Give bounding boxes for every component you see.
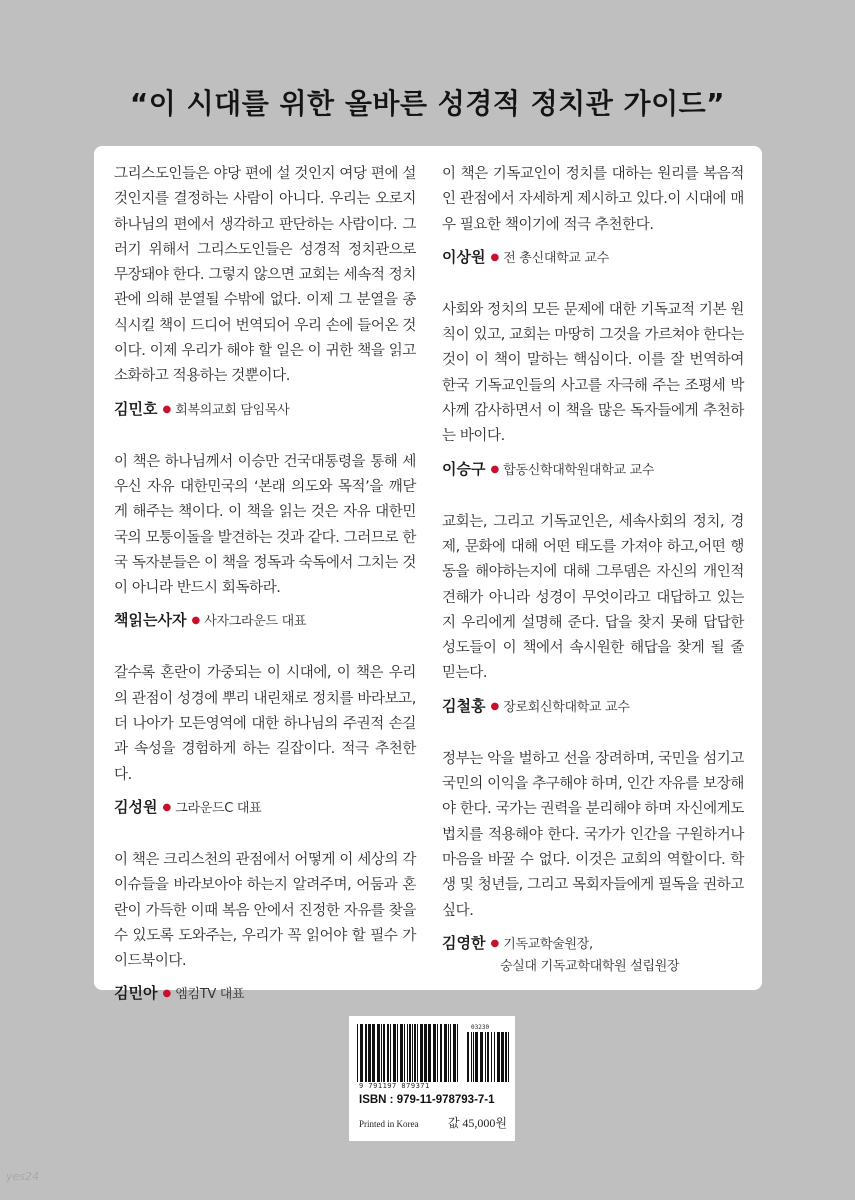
barcode-bar — [412, 1024, 413, 1082]
reviewer-signature — [114, 982, 416, 1006]
barcode-bar — [471, 1032, 472, 1082]
reviewer-role: 장로회신학대학교 교수 — [503, 699, 630, 715]
reviewer-signature — [114, 796, 416, 820]
barcode-bar — [357, 1024, 358, 1082]
reviewer-name: 이상원 — [442, 247, 486, 266]
barcode-bar — [475, 1032, 478, 1082]
reviewer-name: 이승구 — [442, 459, 486, 478]
barcode-bar — [407, 1024, 408, 1082]
reviewer-role: 회복의교회 담임목사 — [175, 402, 290, 418]
barcode-bar — [372, 1024, 375, 1082]
review-text: 그리스도인들은 야당 편에 설 것인지 여당 편에 설 것인지를 결정하는 사람이 아니다. 우리는 오로지 하나님의 편에서 생각하고 판단하는 사람이다. 그러기 위해서 그리스도인들은 성경적 정치관으로 무장돼야 한다. 그렇지 않으면 교회는 세속적 정치관에 의해 분열될 수밖에 없다. 이제 그 분열을 종식시킬 책이 드디어 번역되어 우리 손에 들어온 것이다. 이제 우리가 해야 할 일은 이 귀한 책을 읽고 소화하고 적용하는 것뿐이다. — [114, 166, 416, 385]
reviewer-name: 김민아 — [114, 984, 158, 1003]
barcode — [357, 1024, 507, 1088]
printed-in: Printed in Korea — [359, 1119, 419, 1129]
barcode-bar — [381, 1024, 382, 1082]
review-text: 이 책은 기독교인이 정치를 대하는 원리를 복음적인 관점에서 자세하게 제시하고 있다.이 시대에 매우 필요한 책이기에 적극 추천한다. — [442, 166, 744, 233]
endorsement-card — [94, 146, 762, 1003]
barcode-bar — [505, 1032, 507, 1082]
barcode-bar — [433, 1024, 436, 1082]
reviewer-role: 그라운드C 대표 — [175, 800, 262, 816]
review-kim-younghan — [442, 747, 744, 978]
reviewer-name: 김철홍 — [442, 696, 486, 715]
review-kim-minho — [114, 162, 416, 422]
bullet-dot-icon: ● — [490, 251, 500, 263]
barcode-bar — [390, 1024, 391, 1082]
price: 값 45,000원 — [447, 1116, 507, 1130]
barcode-bar — [440, 1024, 442, 1082]
reviewer-signature — [114, 609, 416, 633]
reviewer-role: 사자그라운드 대표 — [204, 614, 307, 630]
review-kim-seongwon — [114, 661, 416, 819]
bullet-dot-icon: ● — [162, 988, 172, 1000]
review-text: 사회와 정치의 모든 문제에 대한 기독교적 기본 원칙이 있고, 교회는 마땅히 그것을 가르쳐야 한다는 것이 이 책이 말하는 핵심이다. 이를 잘 번역하여 한국 기독교인들의 사고를 자극해 주는 조평세 박사께 감사하면서 이 책을 많은 독자들에게 추천하는 바이다. — [442, 301, 744, 445]
review-lee-sangwon — [442, 162, 744, 270]
bullet-dot-icon: ● — [191, 615, 201, 627]
reviewer-signature — [442, 695, 744, 719]
barcode-bar — [417, 1024, 418, 1082]
reviewer-role: 합동신학대학원대학교 교수 — [503, 462, 655, 478]
barcode-digits: 9 791197 879371 — [359, 1082, 430, 1090]
barcode-bar — [457, 1024, 458, 1082]
review-text: 이 책은 크리스천의 관점에서 어떻게 이 세상의 각 이슈들을 바라보아야 하는지 알려주며, 어둠과 혼란이 가득한 이때 복음 안에서 진정한 자유를 찾을 수 있도록 도와주는, 우리가 꼭 읽어야 할 필수 가이드북이다. — [114, 851, 416, 970]
review-text: 교회는, 그리고 기독교인은, 세속사회의 정치, 경제, 문화에 대해 어떤 태도를 가져야 하고,어떤 행동을 해야하는지에 대해 그루뎀은 자신의 개인적 견해가 아니라 성경이 무엇이라고 대답하고 있는지 우리에게 설명해 준다. 답을 찾지 못해 답답한 성도들이 이 책에서 속시원한 해답을 찾게 될 줄 믿는다. — [442, 513, 744, 682]
barcode-bar — [467, 1032, 469, 1082]
barcode-bar — [485, 1032, 486, 1082]
barcode-bar — [444, 1024, 447, 1082]
barcode-bar — [487, 1032, 489, 1082]
barcode-bar — [448, 1024, 449, 1082]
barcode-bar — [400, 1024, 403, 1082]
barcode-bar — [450, 1024, 451, 1082]
bullet-dot-icon: ● — [490, 463, 500, 475]
barcode-bar — [437, 1024, 438, 1082]
barcode-bar — [368, 1024, 371, 1082]
barcode-bar — [360, 1024, 363, 1082]
barcode-bar — [420, 1024, 423, 1082]
reviewer-signature — [442, 932, 744, 978]
barcode-addon-bars — [467, 1032, 509, 1082]
reviewer-signature — [442, 458, 744, 482]
barcode-bar — [409, 1024, 411, 1082]
barcode-addon-number: 03230 — [471, 1024, 490, 1031]
watermark-logo: yes24 — [6, 1170, 40, 1183]
barcode-bar — [497, 1032, 500, 1082]
reviewer-name: 김성원 — [114, 797, 158, 816]
barcode-bar — [424, 1024, 427, 1082]
barcode-bar — [404, 1024, 405, 1082]
reviewer-role: 엠킴TV 대표 — [175, 987, 245, 1003]
barcode-bar — [365, 1024, 367, 1082]
barcode-box — [349, 1016, 515, 1141]
barcode-bar — [473, 1032, 474, 1082]
review-kim-mina — [114, 848, 416, 1006]
barcode-bar — [508, 1032, 509, 1082]
barcode-bar — [383, 1024, 385, 1082]
bullet-dot-icon: ● — [162, 801, 172, 813]
bullet-dot-icon: ● — [162, 403, 172, 415]
review-reading-lion — [114, 450, 416, 634]
review-text: 갈수록 혼란이 가중되는 이 시대에, 이 책은 우리의 관점이 성경에 뿌리 내린채로 정치를 바라보고, 더 나아가 모든영역에 대한 하나님의 주권적 손길과 속성을 경험하게 하는 길잡이다. 적극 추천한다. — [114, 665, 416, 783]
barcode-bar — [491, 1032, 492, 1082]
right-column — [442, 162, 744, 990]
barcode-bar — [480, 1032, 483, 1082]
reviewer-name: 김영한 — [442, 933, 486, 952]
barcode-bar — [377, 1024, 380, 1082]
barcode-bar — [387, 1024, 389, 1082]
barcode-bar — [414, 1024, 416, 1082]
reviewer-role: 기독교학술원장, — [503, 936, 593, 952]
review-text: 정부는 악을 벌하고 선을 장려하며, 국민을 섬기고 국민의 이익을 추구해야 하며, 인간 자유를 보장해야 한다. 국가는 권력을 분리해야 하며 자신에게도 법치를 적용해야 한다. 국가가 인간을 구원하거나 마음을 바꿀 수 없다. 이것은 교회의 역할이다. 학생 및 청년들, 그리고 목회자들에게 필독을 권하고 싶다. — [442, 750, 744, 919]
review-text: 이 책은 하나님께서 이승만 건국대통령을 통해 세우신 자유 대한민국의 ‘본래 의도와 목적’을 깨닫게 해주는 책이다. 이 책을 읽는 것은 자유 대한민국의 모퉁이돌을 발견하는 것과 같다. 그러므로 한국 독자분들은 이 책을 정독과 숙독에서 그치는 것이 아니라 반드시 회독하라. — [114, 453, 416, 597]
reviewer-role-secondary: 숭실대 기독교학대학원 설립원장 — [500, 958, 680, 974]
bullet-dot-icon: ● — [490, 700, 500, 712]
reviewer-role: 전 총신대학교 교수 — [503, 250, 609, 266]
reviewer-signature — [114, 398, 416, 422]
isbn: ISBN : 979-11-978793-7-1 — [359, 1094, 495, 1106]
barcode-bars — [357, 1024, 461, 1082]
headline: “이 시대를 위한 올바른 성경적 정치관 가이드” — [129, 87, 726, 120]
reviewer-name: 김민호 — [114, 399, 158, 418]
review-lee-seunggu — [442, 298, 744, 482]
price-row — [359, 1114, 507, 1131]
barcode-bar — [393, 1024, 396, 1082]
review-kim-cheolhong — [442, 510, 744, 719]
barcode-bar — [453, 1024, 456, 1082]
barcode-bar — [501, 1032, 504, 1082]
barcode-bar — [494, 1032, 495, 1082]
reviewer-signature — [442, 246, 744, 270]
barcode-bar — [428, 1024, 431, 1082]
reviewer-name: 책읽는사자 — [114, 611, 187, 630]
barcode-bar — [397, 1024, 398, 1082]
left-column — [114, 162, 416, 1003]
bullet-dot-icon: ● — [490, 937, 500, 949]
